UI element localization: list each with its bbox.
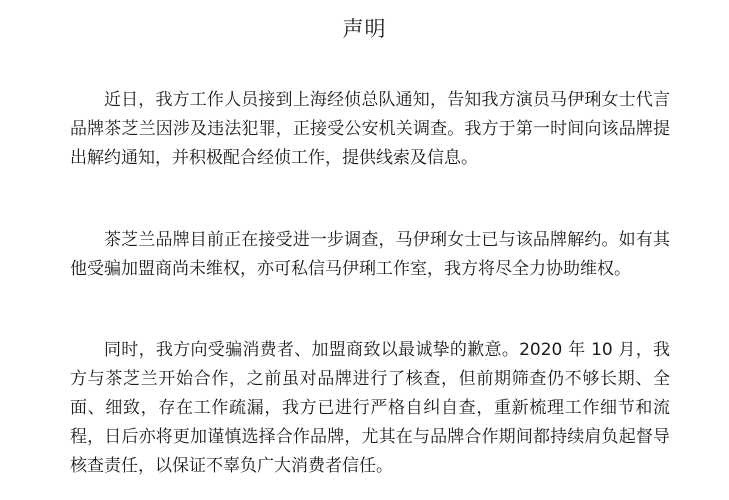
document-title: 声明 bbox=[342, 17, 387, 41]
paragraph-1: 近日，我方工作人员接到上海经侦总队通知，告知我方演员马伊琍女士代言品牌茶芝兰因涉及违法犯罪，正接受公安机关调查。我方于第一时间向该品牌提出解约通知，并积极配合经侦工作，提供线索及信息。 bbox=[70, 90, 670, 168]
paragraph-3: 同时，我方向受骗消费者、加盟商致以最诚挚的歉意。2020 年 10 月，我方与茶芝兰开始合作，之前虽对品牌进行了核查，但前期筛查仍不够长期、全面、细致，存在工作疏漏，我方已进行严格自纠自查，重新梳理工作细节和流程，日后亦将更加谨慎选择合作品牌，尤其在与品牌合作期间都持续肩负起督导核查责任，以保证不辜负广大消费者信任。 bbox=[70, 340, 670, 476]
paragraph-2: 茶芝兰品牌目前正在接受进一步调查，马伊琍女士已与该品牌解约。如有其他受骗加盟商尚未维权，亦可私信马伊琍工作室，我方将尽全力协助维权。 bbox=[70, 230, 670, 279]
